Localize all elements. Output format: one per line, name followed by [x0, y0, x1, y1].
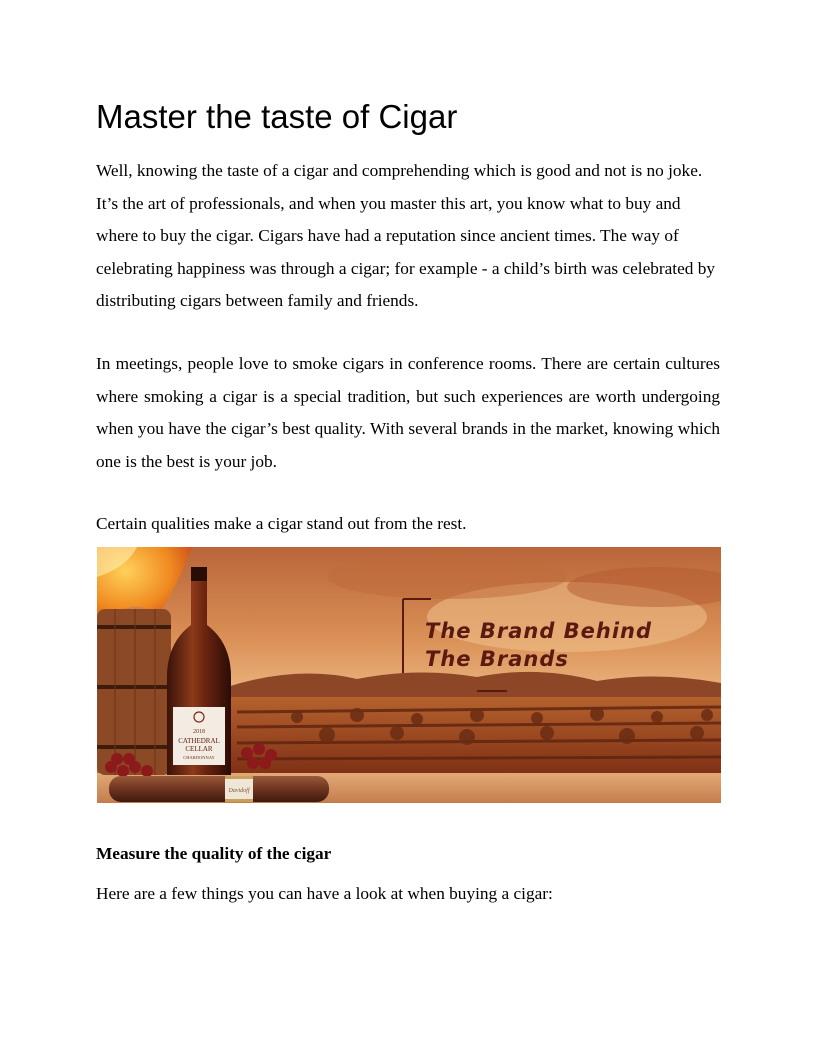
banner-illustration: [97, 547, 721, 803]
section-subheading: Measure the quality of the cigar: [96, 844, 332, 863]
banner-headline: [425, 617, 652, 673]
bottle-label-small: CHARDONNAY: [183, 755, 215, 760]
wine-cigar-banner-image: [97, 547, 721, 803]
banner-headline-line1: The Brand Behind: [425, 619, 653, 643]
intro-paragraph: Well, knowing the taste of a cigar and comprehending which is good and not is no joke. It’s the art of professionals, and when you master this art, you know what to buy and where to buy the cigar. Cigars have had a reputation since ancient times. The way of celebrating happiness was through a cigar; for example - a child’s birth was celebrated by distributing cigars between family and friends.: [96, 161, 716, 310]
cigar-band-text: Davidoff: [228, 788, 250, 794]
bottle-year-text: 2018: [193, 729, 205, 735]
qualities-paragraph: Certain qualities make a cigar stand out from the rest.: [96, 514, 467, 533]
meetings-paragraph: In meetings, people love to smoke cigars in conference rooms. There are certain cultures where smoking a cigar is a special tradition, but such experiences are worth undergoing when you have the cigar’s best quality. With several brands in the market, knowing which one is the best is your job.: [96, 354, 720, 471]
buying-tips-paragraph: Here are a few things you can have a look at when buying a cigar:: [96, 884, 553, 903]
bottle-label-line1: CATHEDRAL: [178, 737, 220, 745]
page-title: Master the taste of Cigar: [96, 98, 458, 135]
banner-headline-line2: The Brands: [425, 647, 569, 671]
bottle-label-line2: CELLAR: [185, 745, 213, 753]
